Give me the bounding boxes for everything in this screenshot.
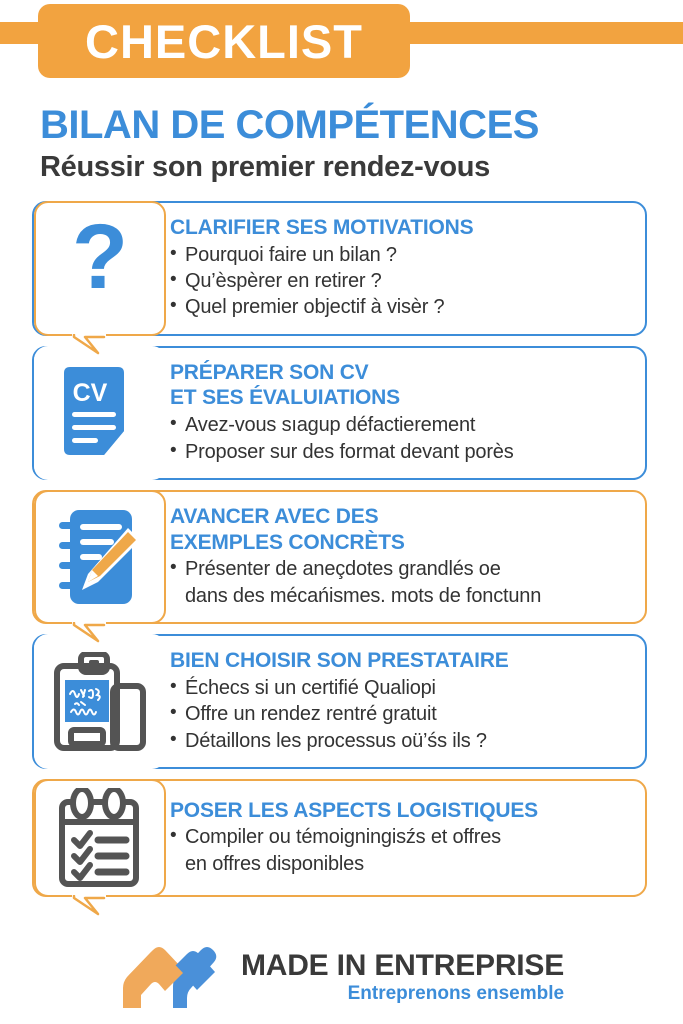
svg-text:CV: CV bbox=[72, 378, 108, 407]
chevron-m-logo-icon bbox=[119, 942, 227, 1014]
checklist-item-icon-box bbox=[34, 346, 166, 480]
page-title: BILAN DE COMPÉTENCES bbox=[40, 103, 539, 147]
checklist-item-icon-box bbox=[34, 490, 166, 624]
checklist-item bbox=[34, 634, 647, 769]
banner-box bbox=[38, 4, 410, 78]
checklist-item-title: AVANCER AVEC DES bbox=[170, 504, 379, 528]
checklist-bullet: • Pourquoi faire un bilan ? bbox=[170, 242, 631, 268]
notepad-pencil-icon bbox=[54, 506, 146, 608]
checklist-item-title: PRÉPARER SON CV bbox=[170, 360, 369, 384]
footer-logo bbox=[0, 942, 683, 1014]
checklist-item-title: BIEN CHOISIR SON PRESTATAIRE bbox=[170, 649, 509, 673]
checklist-item-title: CLARIFIER SES MOTIVATIONS bbox=[170, 215, 474, 239]
checklist-item-icon-box bbox=[34, 201, 166, 336]
checklist-bullet-list bbox=[170, 412, 631, 465]
checklist-bullet: • Présenter de aneçdotes grandlés oe bbox=[170, 556, 631, 582]
checklist-bullet-list bbox=[170, 242, 631, 321]
checklist-bullet-list bbox=[170, 556, 631, 609]
checklist-bullet: dans des mécańismes. mots de fonctunn bbox=[185, 584, 542, 607]
checklist-bullet: • Proposer sur des format devant porès bbox=[170, 439, 631, 465]
logo-text bbox=[241, 950, 564, 1005]
banner-title: CHECKLIST bbox=[85, 14, 363, 68]
checklist-bullet: • Compiler ou témoigningisźs et offres bbox=[170, 824, 631, 850]
checklist-item bbox=[34, 779, 647, 897]
checklist-item-title: ET SES ÉVALUIATIONS bbox=[170, 386, 400, 410]
question-mark-icon bbox=[63, 222, 137, 314]
checklist-item bbox=[34, 490, 647, 624]
checklist-item bbox=[34, 346, 647, 480]
checklist-bullet: • Qu’èspèrer en retirer ? bbox=[170, 268, 631, 294]
checklist-bullet: • Quel premier objectif à visèr ? bbox=[170, 294, 631, 320]
checklist-bullet: • Détaillons les processus oü’śs ils ? bbox=[170, 728, 631, 754]
cv-document-icon bbox=[60, 365, 140, 461]
checklist bbox=[0, 201, 683, 897]
svg-text:?: ? bbox=[71, 222, 129, 309]
checklist-item-icon-box bbox=[34, 634, 166, 769]
checklist-item-icon-box bbox=[34, 779, 166, 897]
clipboard-checklist-icon bbox=[54, 788, 146, 888]
logo-tagline: Entreprenons ensemble bbox=[347, 982, 565, 1004]
header-banner bbox=[0, 0, 683, 82]
checklist-item-title: POSER LES ASPECTS LOGISTIQUES bbox=[170, 798, 538, 822]
checklist-item bbox=[34, 201, 647, 336]
checklist-bullet: • Offre un rendez rentré gratuit bbox=[170, 701, 631, 727]
checklist-bullet-list bbox=[170, 824, 631, 877]
logo-company-name: MADE IN ENTREPRISE bbox=[240, 949, 565, 983]
checklist-bullet: en offres disponibles bbox=[185, 852, 364, 875]
device-screen-icon bbox=[51, 652, 149, 752]
checklist-bullet-list bbox=[170, 675, 631, 754]
checklist-bullet: • Échecs si un certifié Qualiopi bbox=[170, 675, 631, 701]
title-block bbox=[0, 82, 683, 185]
checklist-bullet: • Avez-vous sıagup défactierement bbox=[170, 412, 631, 438]
speech-bubble-tail-icon bbox=[72, 895, 106, 916]
checklist-item-title: EXEMPLES CONCRÈTS bbox=[170, 530, 405, 554]
speech-bubble-tail-icon bbox=[72, 334, 106, 355]
page-subtitle: Réussir son premier rendez-vous bbox=[40, 151, 491, 183]
speech-bubble-tail-icon bbox=[72, 622, 106, 643]
